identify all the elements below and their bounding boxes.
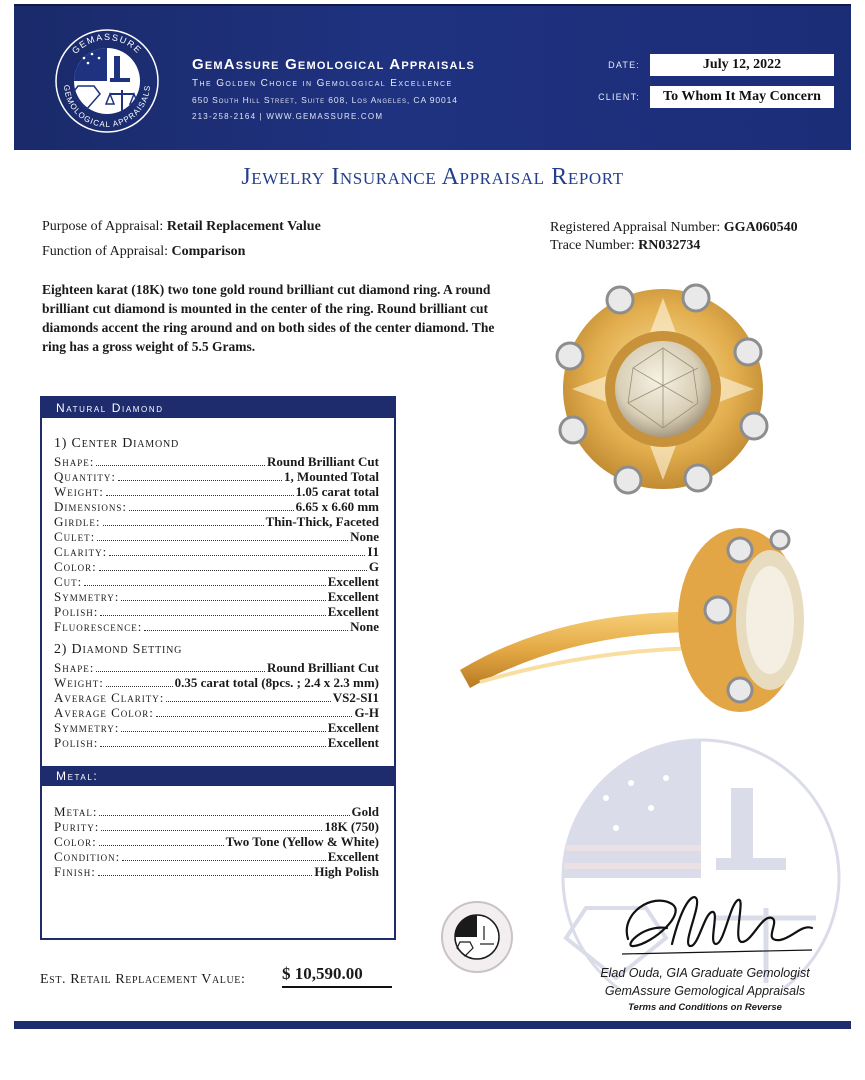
spec-row [54, 720, 379, 735]
client-label: CLIENT: [598, 92, 640, 102]
spec-value: Excellent [327, 720, 379, 735]
appraiser-name: Elad Ouda, GIA Graduate Gemologist [600, 966, 810, 980]
spec-value: I1 [367, 544, 379, 559]
gemassure-embossed-seal-icon [440, 900, 514, 974]
dot-leader [106, 495, 294, 496]
spec-label: Average Color: [54, 705, 154, 720]
spec-row [54, 559, 379, 574]
spec-value: None [350, 619, 379, 634]
spec-row [54, 469, 379, 484]
dot-leader [98, 875, 312, 876]
spec-label: Finish: [54, 864, 96, 879]
spec-label: Condition: [54, 849, 121, 864]
trace-label: Trace Number: [550, 238, 635, 253]
spec-row [54, 735, 379, 750]
spec-row [54, 529, 379, 544]
function-label: Function of Appraisal: [42, 244, 168, 259]
spec-value: 1.05 carat total [295, 484, 379, 499]
spec-value: Thin-Thick, Faceted [265, 514, 379, 529]
natural-diamond-bar: Natural Diamond [42, 398, 394, 418]
dot-leader [96, 465, 265, 466]
spec-label: Cut: [54, 574, 83, 589]
spec-value: Excellent [327, 574, 379, 589]
dot-leader [101, 830, 322, 831]
spec-value: Excellent [327, 849, 379, 864]
date-label: DATE: [608, 60, 640, 70]
registered-value: GGA060540 [723, 220, 798, 235]
spec-row [54, 834, 379, 849]
dot-leader [166, 701, 330, 702]
spec-label: Polish: [54, 735, 99, 750]
dot-leader [156, 716, 353, 717]
company-name: GemAssure Gemological Appraisals [192, 56, 476, 73]
function-line [42, 244, 245, 260]
diamond-setting-heading: 2) Diamond Setting [54, 642, 183, 657]
spec-value: 0.35 carat total (8pcs. ; 2.4 x 2.3 mm) [174, 675, 379, 690]
trace-value: RN032734 [638, 238, 701, 253]
dot-leader [103, 525, 264, 526]
spec-label: Culet: [54, 529, 96, 544]
spec-label: Color: [54, 834, 97, 849]
spec-label: Clarity: [54, 544, 108, 559]
spec-value: G [368, 559, 379, 574]
spec-label: Dimensions: [54, 499, 128, 514]
spec-value: 1, Mounted Total [284, 469, 379, 484]
dot-leader [129, 510, 294, 511]
spec-row [54, 690, 379, 705]
appraiser-company: GemAssure Gemological Appraisals [604, 984, 806, 998]
dot-leader [121, 731, 325, 732]
ring-top-view-image [548, 278, 778, 500]
terms-note: Terms and Conditions on Reverse [628, 1002, 782, 1013]
spec-row [54, 544, 379, 559]
dot-leader [109, 555, 365, 556]
spec-value: Gold [351, 804, 379, 819]
estimate-label: Est. Retail Replacement Value: [40, 972, 246, 987]
spec-label: Average Clarity: [54, 690, 165, 705]
spec-row [54, 574, 379, 589]
spec-label: Symmetry: [54, 589, 120, 604]
spec-value: 18K (750) [324, 819, 379, 834]
spec-value: High Polish [314, 864, 379, 879]
spec-row [54, 660, 379, 675]
dot-leader [99, 570, 367, 571]
footer-bar [14, 1021, 851, 1029]
spec-row [54, 484, 379, 499]
function-value: Comparison [171, 244, 246, 259]
spec-value: G-H [354, 705, 379, 720]
spec-row [54, 849, 379, 864]
registered-line [550, 220, 798, 236]
dot-leader [100, 746, 325, 747]
spec-label: Purity: [54, 819, 100, 834]
registered-label: Registered Appraisal Number: [550, 220, 721, 235]
date-value: July 12, 2022 [650, 54, 834, 76]
spec-row [54, 864, 379, 879]
dot-leader [121, 600, 325, 601]
purpose-value: Retail Replacement Value [166, 219, 321, 234]
spec-row [54, 675, 379, 690]
metal-bar: Metal: [42, 766, 394, 786]
company-tagline: The Golden Choice in Gemological Excellence [192, 78, 453, 89]
spec-panel [40, 396, 396, 940]
spec-label: Weight: [54, 675, 104, 690]
center-diamond-heading: 1) Center Diamond [54, 436, 180, 451]
dot-leader [99, 845, 224, 846]
appraiser-signature-icon [612, 884, 822, 964]
dot-leader [118, 480, 282, 481]
spec-label: Girdle: [54, 514, 101, 529]
spec-value: VS2-SI1 [332, 690, 379, 705]
item-description: Eighteen karat (18K) two tone gold round brilliant cut diamond ring. A round brilliant cut diamond is mounted in the center of the ring. Round brilliant cut diamonds accent the ring around and on both sides of the center diamond. The ring has a gross weight of 5.5 Grams. [42, 282, 495, 354]
spec-value: Excellent [327, 735, 379, 750]
dot-leader [100, 615, 325, 616]
spec-row [54, 705, 379, 720]
spec-value: Round Brilliant Cut [267, 660, 379, 675]
spec-label: Shape: [54, 454, 95, 469]
spec-value: Excellent [327, 604, 379, 619]
dot-leader [84, 585, 325, 586]
spec-row [54, 604, 379, 619]
spec-label: Symmetry: [54, 720, 120, 735]
spec-row [54, 804, 379, 819]
spec-value: Excellent [327, 589, 379, 604]
dot-leader [106, 686, 173, 687]
spec-value: 6.65 x 6.60 mm [295, 499, 379, 514]
logo-text-top: GEMASSURE [70, 31, 145, 56]
spec-label: Color: [54, 559, 97, 574]
spec-row [54, 619, 379, 634]
spec-label: Polish: [54, 604, 99, 619]
spec-label: Metal: [54, 804, 98, 819]
report-header [14, 4, 851, 150]
spec-label: Fluorescence: [54, 619, 143, 634]
ring-side-view-image [440, 520, 810, 720]
dot-leader [96, 671, 265, 672]
spec-row [54, 819, 379, 834]
spec-label: Quantity: [54, 469, 116, 484]
trace-line [550, 238, 700, 254]
spec-row [54, 499, 379, 514]
spec-row [54, 589, 379, 604]
spec-label: Weight: [54, 484, 104, 499]
spec-row [54, 454, 379, 469]
report-title: Jewelry Insurance Appraisal Report [241, 164, 624, 190]
spec-label: Shape: [54, 660, 95, 675]
spec-value: Two Tone (Yellow & White) [225, 834, 379, 849]
dot-leader [97, 540, 348, 541]
dot-leader [99, 815, 349, 816]
dot-leader [122, 860, 325, 861]
company-contact: 213-258-2164 | WWW.GEMASSURE.COM [192, 112, 384, 121]
estimate-value: $ 10,590.00 [282, 964, 392, 988]
spec-value: Round Brilliant Cut [267, 454, 379, 469]
purpose-line [42, 219, 321, 235]
logo-text-bottom: GEMOLOGICAL APPRAISALS [61, 84, 153, 130]
spec-value: None [350, 529, 379, 544]
company-address: 650 South Hill Street, Suite 608, Los Angeles, CA 90014 [192, 95, 458, 105]
spec-row [54, 514, 379, 529]
gemassure-logo-icon [54, 28, 160, 134]
dot-leader [144, 630, 348, 631]
client-value: To Whom It May Concern [650, 86, 834, 108]
purpose-label: Purpose of Appraisal: [42, 219, 164, 234]
